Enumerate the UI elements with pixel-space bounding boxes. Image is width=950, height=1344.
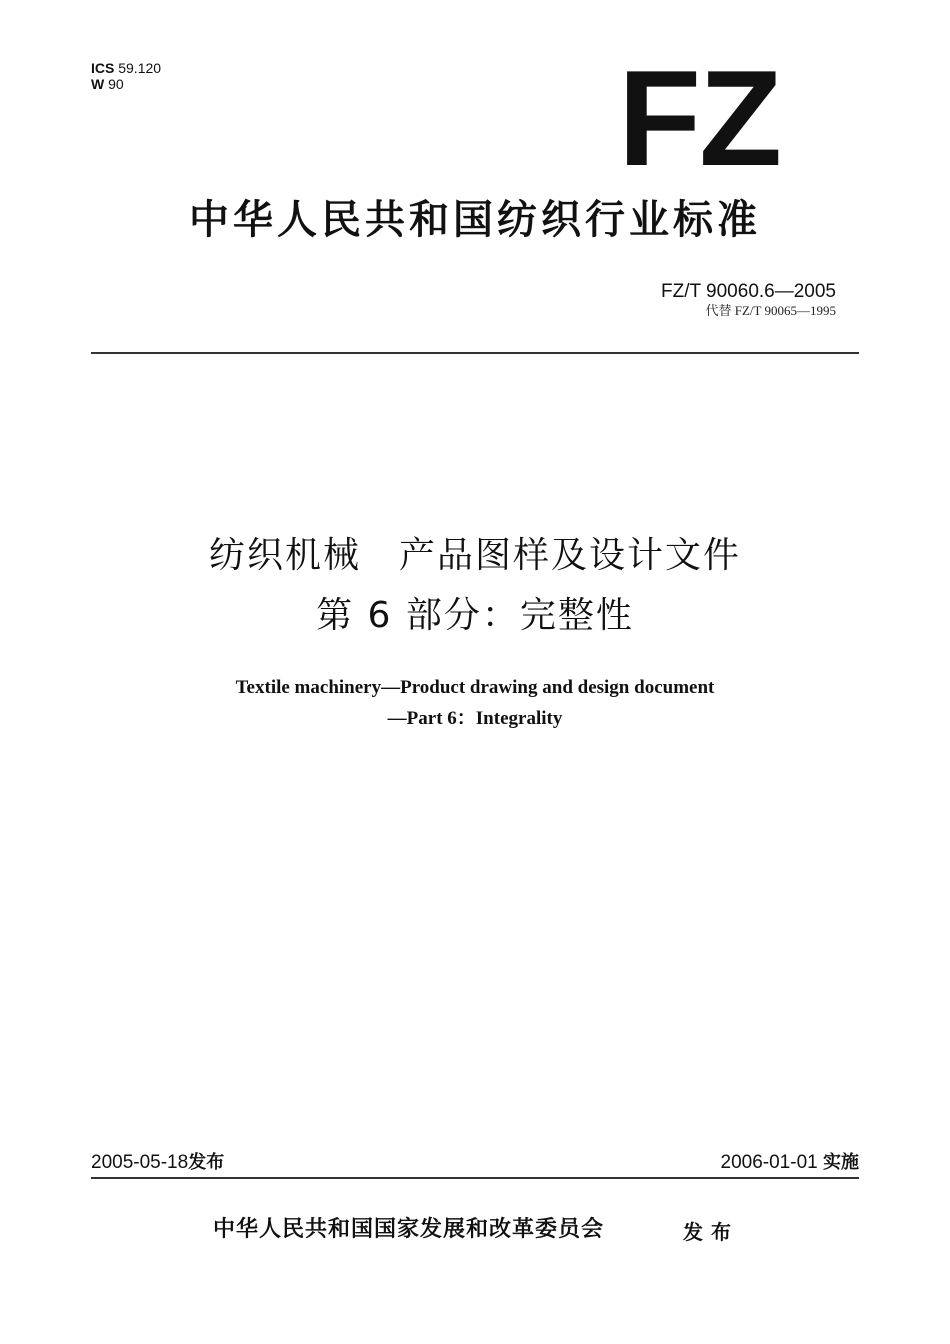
chinese-title-line2: 第 6 部分：完整性 — [316, 595, 634, 636]
issue-date-label: 发布 — [188, 1152, 225, 1173]
bottom-divider — [91, 1177, 859, 1179]
publish-label: 发布 — [683, 1220, 739, 1244]
implementation-date-label: 实施 — [823, 1152, 859, 1173]
chinese-title-line1: 纺织机械 产品图样及设计文件 — [208, 535, 741, 576]
english-title-line2: —Part 6：Integrality — [387, 708, 563, 729]
standard-number: FZ/T 90060.6—2005 — [661, 281, 836, 302]
top-divider — [91, 352, 859, 354]
replaces-standard: 代替 FZ/T 90065—1995 — [705, 303, 836, 318]
ccs-code — [91, 76, 161, 92]
publisher-name: 中华人民共和国国家发展和改革委员会 — [213, 1217, 605, 1242]
ccs-label: W — [91, 76, 105, 92]
standard-category-title: 中华人民共和国纺织行业标准 — [189, 197, 761, 243]
ics-value: 59.120 — [118, 60, 162, 76]
ccs-value: 90 — [108, 76, 124, 92]
issue-date — [91, 1150, 224, 1176]
fz-logo: FZ — [618, 42, 781, 194]
classification-codes — [91, 60, 161, 92]
english-title-line1: Textile machinery—Product drawing and design document — [235, 677, 715, 698]
ics-label: ICS — [91, 60, 115, 76]
implementation-date-value: 2006-01-01 — [720, 1152, 818, 1173]
implementation-date — [721, 1150, 859, 1176]
ics-code — [91, 60, 161, 76]
issue-date-value: 2005-05-18 — [91, 1152, 189, 1173]
